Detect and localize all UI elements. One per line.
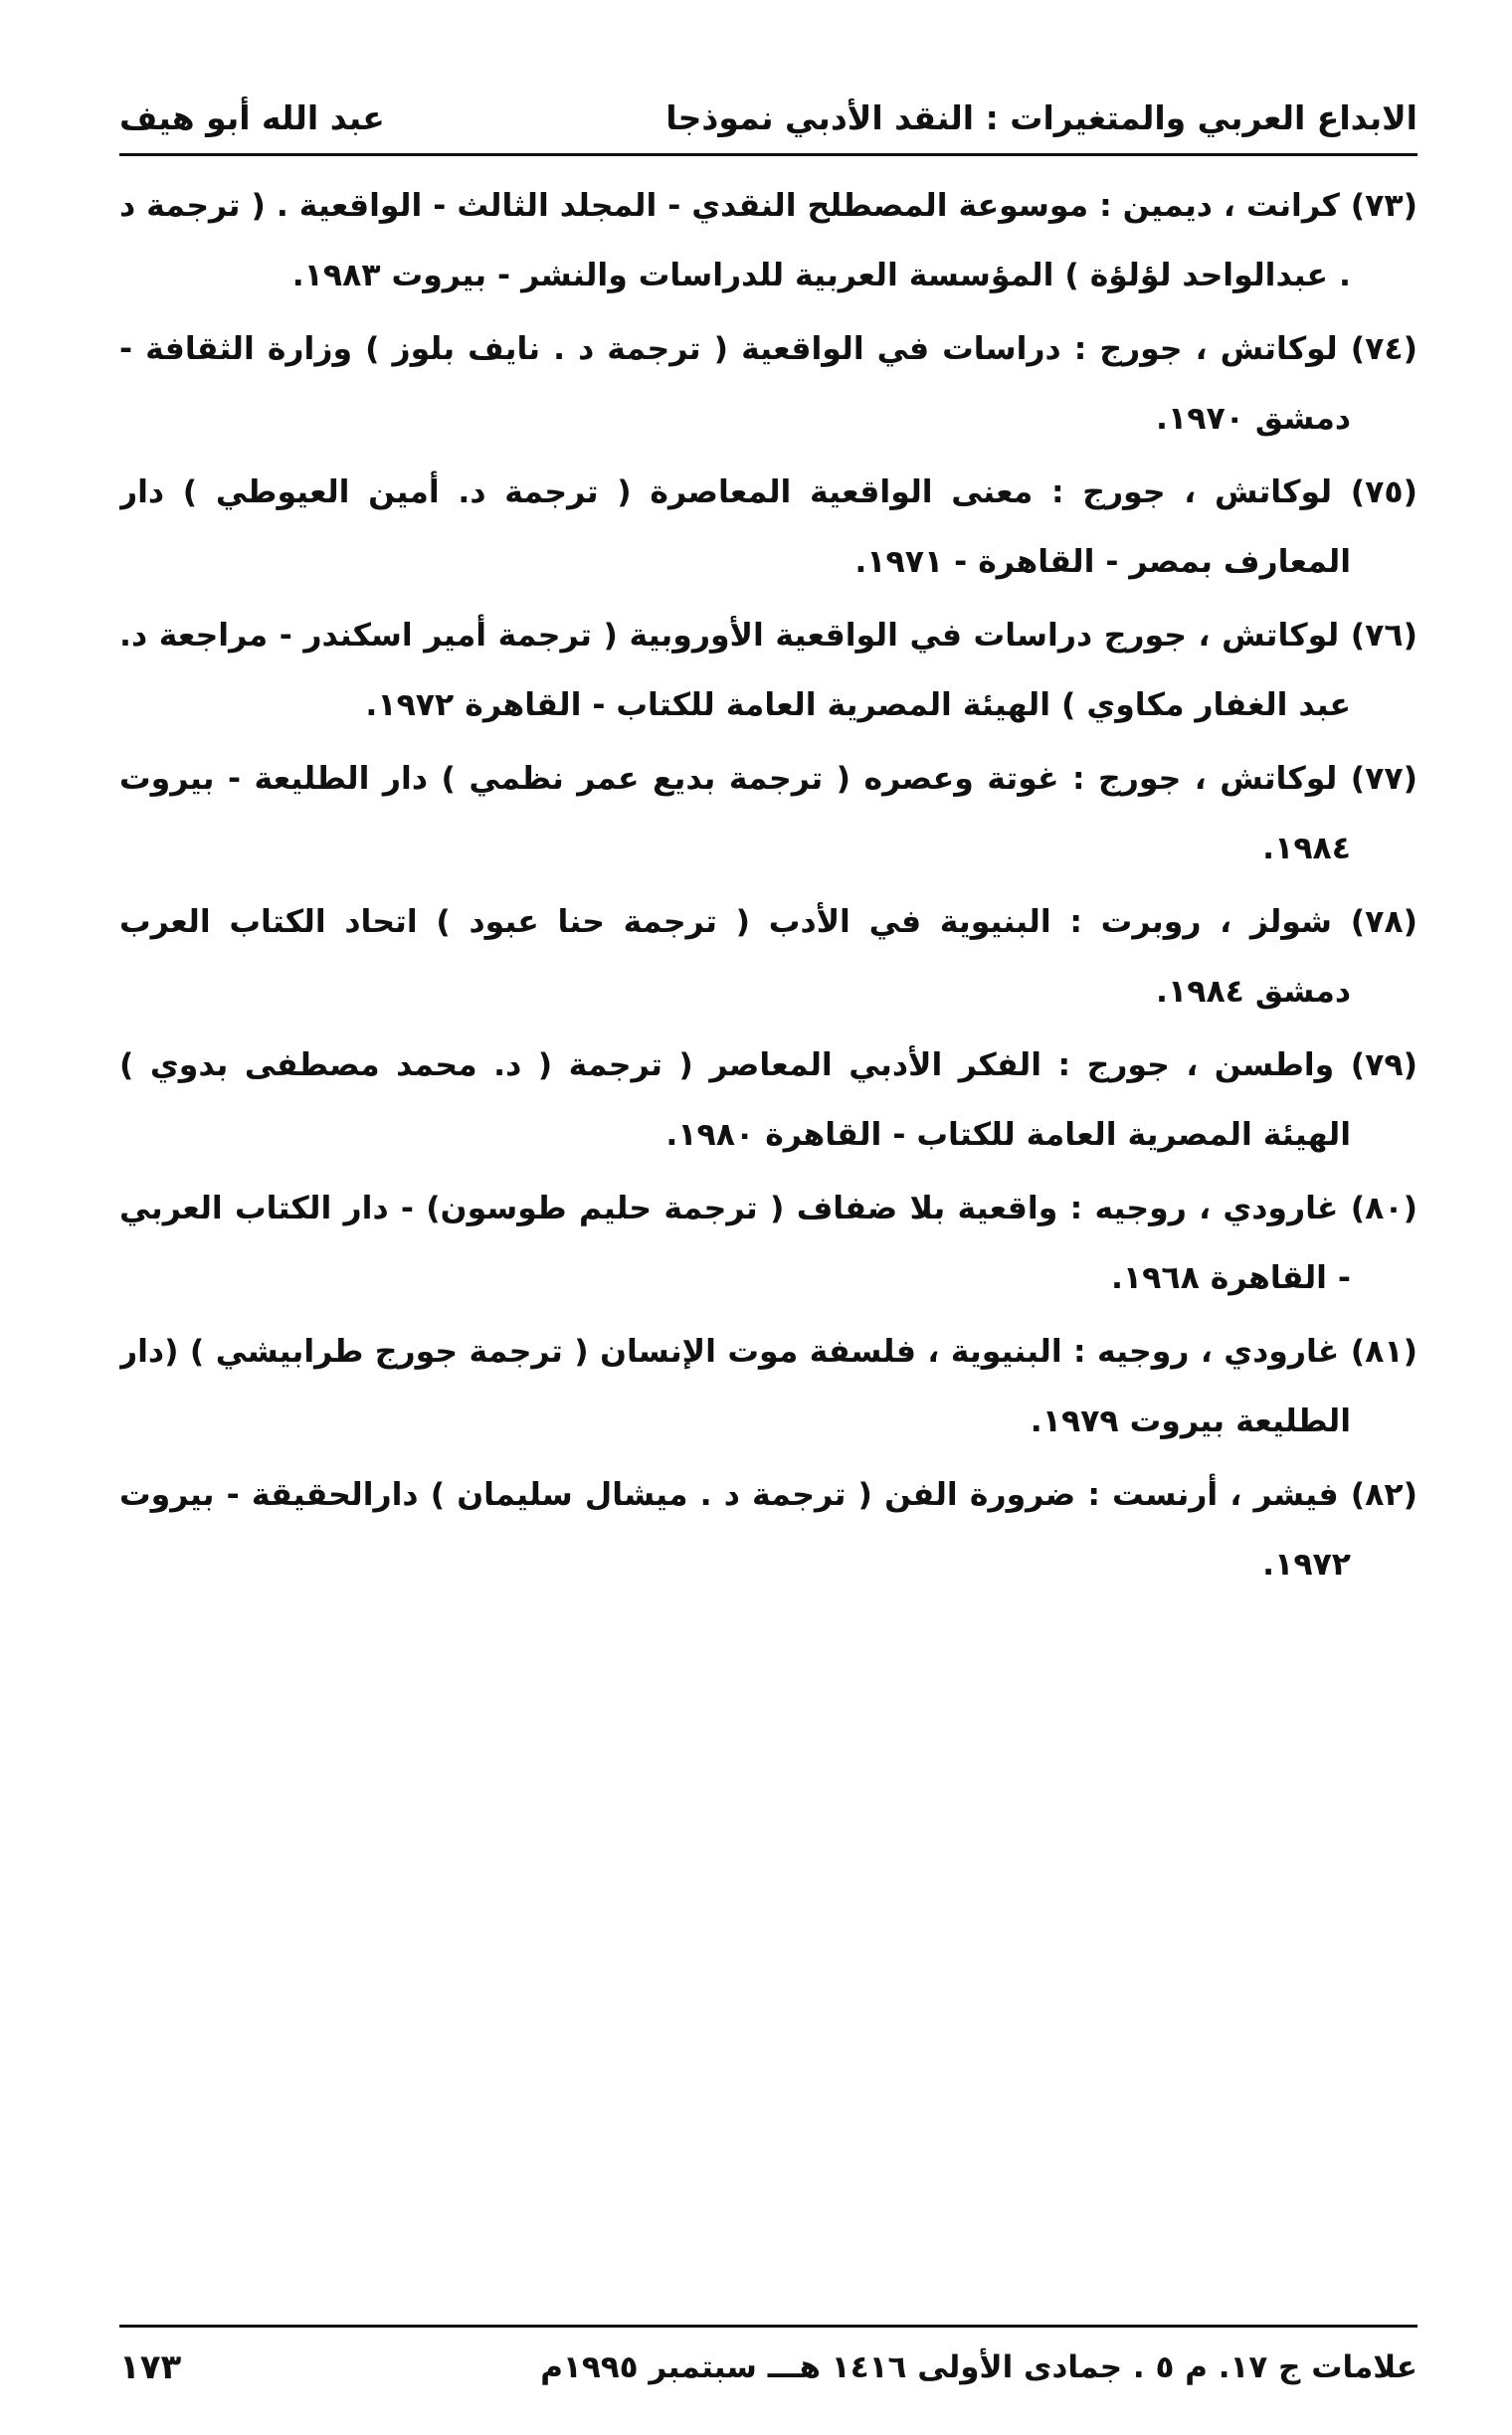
reference-line: الهيئة المصرية العامة للكتاب - القاهرة ١٩٨٠. [665,1117,1351,1153]
book-title: الابداع العربي والمتغيرات : النقد الأدبي نموذجا [665,97,1418,137]
reference-82 [119,1460,1418,1599]
reference-line: (٧٩) واطسن ، جورج : الفكر الأدبي المعاصر ( ترجمة ( د. محمد مصطفى بدوي ) [119,1047,1418,1083]
reference-78 [119,887,1418,1027]
reference-line: عبد الغفار مكاوي ) الهيئة المصرية العامة للكتاب - القاهرة ١٩٧٢. [365,687,1351,723]
reference-80 [119,1174,1418,1313]
reference-line: - القاهرة ١٩٦٨. [1110,1260,1351,1296]
reference-line: دمشق ١٩٧٠. [1156,401,1351,437]
reference-81 [119,1317,1418,1456]
header-divider [119,153,1418,156]
references-list [119,171,1418,1603]
reference-line: (٨١) غارودي ، روجيه : البنيوية ، فلسفة موت الإنسان ( ترجمة جورج طرابيشي ) (دار [119,1334,1418,1370]
reference-73 [119,171,1418,310]
reference-line: (٨٠) غارودي ، روجيه : واقعية بلا ضفاف ( ترجمة حليم طوسون) - دار الكتاب العربي [119,1191,1418,1226]
footer-divider [119,2325,1418,2328]
reference-line: دمشق ١٩٨٤. [1156,974,1351,1010]
reference-79 [119,1030,1418,1170]
reference-line: . عبدالواحد لؤلؤة ) المؤسسة العربية للدراسات والنشر - بيروت ١٩٨٣. [291,258,1351,293]
reference-line: (٨٢) فيشر ، أرنست : ضرورة الفن ( ترجمة د . ميشال سليمان ) دارالحقيقة - بيروت [119,1477,1418,1513]
page-number: ١٧٣ [119,2347,182,2387]
reference-74 [119,314,1418,454]
reference-75 [119,458,1418,597]
reference-line: (٧٣) كرانت ، ديمين : موسوعة المصطلح النقدي - المجلد الثالث - الواقعية . ( ترجمة د [119,188,1418,224]
reference-line: (٧٥) لوكاتش ، جورج : معنى الواقعية المعاصرة ( ترجمة د. أمين العيوطي ) دار [119,474,1418,510]
running-header [119,82,1418,153]
reference-line: المعارف بمصر - القاهرة - ١٩٧١. [854,544,1351,580]
reference-line: الطليعة بيروت ١٩٧٩. [1030,1404,1351,1439]
author-name: عبد الله أبو هيف [119,97,385,137]
journal-info: علامات ج ١٧. م ٥ . جمادى الأولى ١٤١٦ هـــ سبتمبر ١٩٩٥م [540,2349,1418,2385]
page-footer [119,2338,1418,2397]
reference-line: (٧٧) لوكاتش ، جورج : غوتة وعصره ( ترجمة بديع عمر نظمي ) دار الطليعة - بيروت [119,761,1418,797]
reference-line: ١٩٨٤. [1262,831,1351,866]
reference-line: ١٩٧٢. [1262,1547,1351,1583]
reference-line: (٧٦) لوكاتش ، جورج دراسات في الواقعية الأوروبية ( ترجمة أمير اسكندر - مراجعة د. [119,618,1418,654]
reference-76 [119,601,1418,740]
reference-77 [119,744,1418,883]
reference-line: (٧٤) لوكاتش ، جورج : دراسات في الواقعية ( ترجمة د . نايف بلوز ) وزارة الثقافة - [119,331,1418,367]
reference-line: (٧٨) شولز ، روبرت : البنيوية في الأدب ( ترجمة حنا عبود ) اتحاد الكتاب العرب [119,904,1418,940]
